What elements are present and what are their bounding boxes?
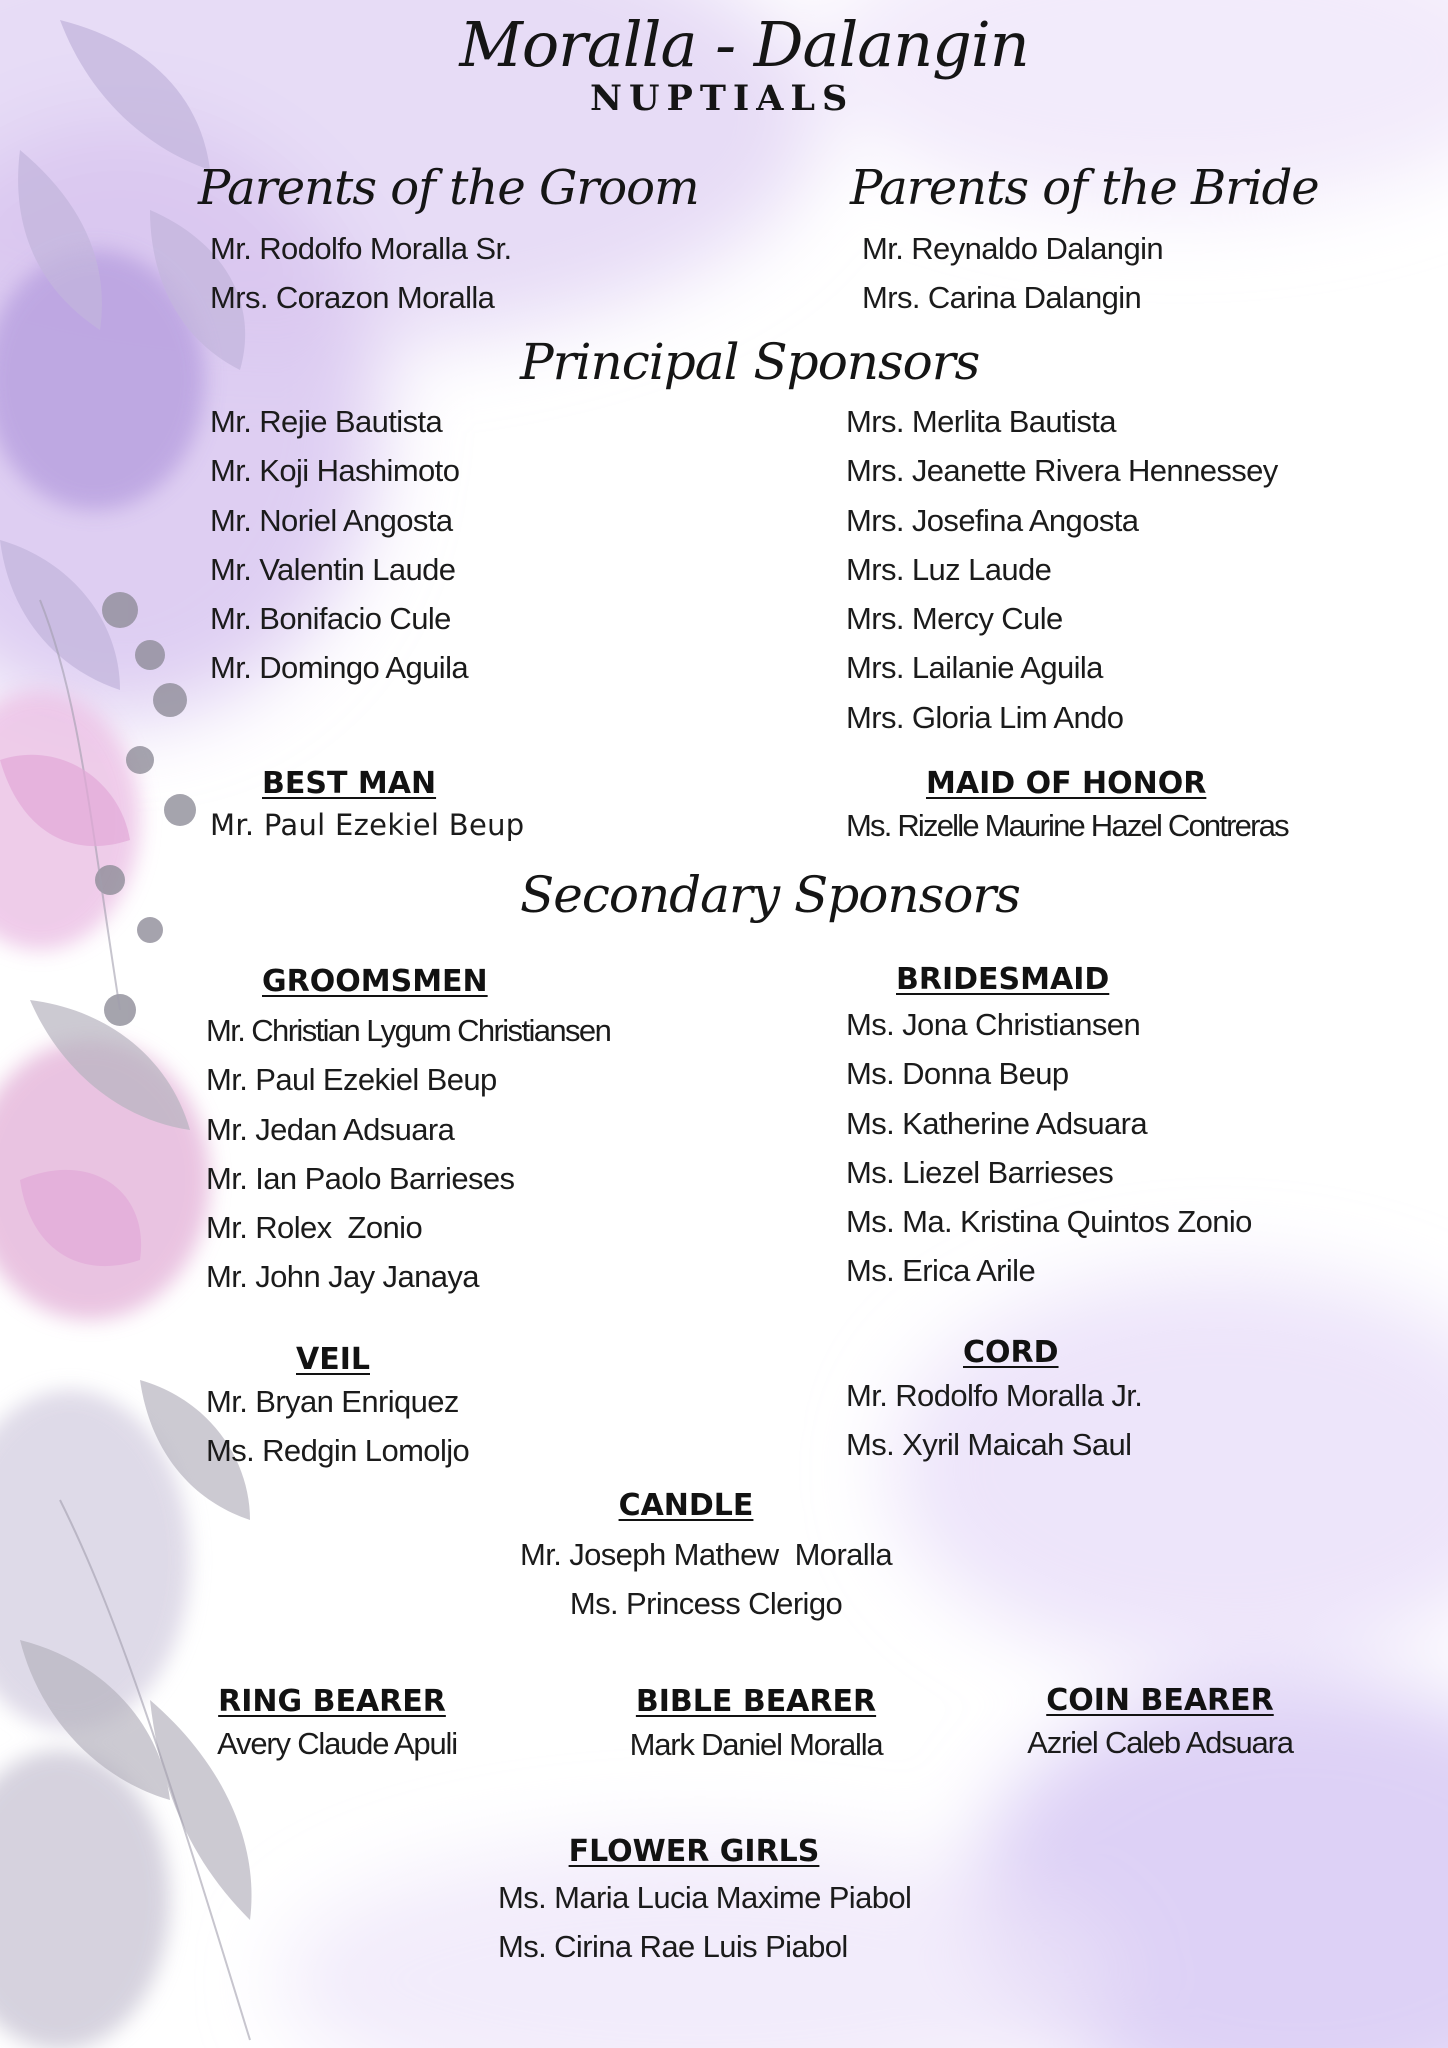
veil-list: [206, 1377, 469, 1476]
list-item: Mr. Rolex Zonio: [206, 1210, 423, 1246]
best-man-heading: BEST MAN: [262, 766, 437, 801]
parents-of-groom-title: Parents of the Groom: [198, 160, 699, 216]
maid-of-honor-heading: MAID OF HONOR: [926, 766, 1207, 801]
list-item: Mr. Rodolfo Moralla Sr.: [210, 231, 512, 266]
veil-heading: VEIL: [296, 1342, 370, 1377]
bible-bearer-heading: BIBLE BEARER: [635, 1684, 877, 1719]
flower-girls-list: [498, 1873, 911, 1972]
bridesmaid-list: [846, 1000, 1252, 1296]
list-item: Mr. Paul Ezekiel Beup: [206, 1062, 497, 1098]
candle-heading: CANDLE: [618, 1488, 754, 1523]
bride-parents-list: [862, 224, 1163, 323]
best-man-name: Mr. Paul Ezekiel Beup: [210, 808, 525, 842]
list-item: Mr. Rodolfo Moralla Jr.: [846, 1378, 1143, 1413]
list-item: Mr. John Jay Janaya: [206, 1259, 479, 1295]
couple-names-title: Moralla - Dalangin: [459, 8, 1029, 81]
coin-bearer-heading: COIN BEARER: [1046, 1683, 1274, 1718]
list-item: Mrs. Carina Dalangin: [862, 280, 1142, 316]
principal-sponsors-title: Principal Sponsors: [520, 333, 980, 391]
list-item: Ms. Princess Clerigo: [569, 1586, 843, 1622]
list-item: Mr. Bonifacio Cule: [210, 601, 451, 637]
list-item: Ms. Donna Beup: [846, 1056, 1069, 1092]
principal-sponsors-left-list: [210, 397, 468, 693]
list-item: Mr. Domingo Aguila: [210, 650, 468, 686]
list-item: Mrs. Corazon Moralla: [210, 280, 495, 316]
list-item: Mr. Reynaldo Dalangin: [862, 231, 1164, 266]
list-item: Mrs. Mercy Cule: [846, 601, 1063, 637]
flower-girls-heading: FLOWER GIRLS: [568, 1834, 820, 1869]
groomsmen-list: [206, 1006, 610, 1302]
list-item: Ms. Liezel Barrieses: [846, 1154, 1114, 1190]
list-item: Mr. Rejie Bautista: [210, 404, 443, 439]
list-item: Mrs. Gloria Lim Ando: [846, 699, 1124, 735]
list-item: Ms. Redgin Lomoljo: [206, 1433, 470, 1469]
list-item: Ms. Cirina Rae Luis Piabol: [498, 1929, 848, 1965]
list-item: Mrs. Jeanette Rivera Hennessey: [846, 453, 1278, 489]
principal-sponsors-right-list: [846, 397, 1278, 742]
list-item: Mr. Noriel Angosta: [210, 502, 453, 538]
ring-bearer-name: Avery Claude Apuli: [217, 1726, 457, 1761]
bible-bearer-name: Mark Daniel Moralla: [629, 1727, 883, 1762]
groom-parents-list: [210, 224, 511, 323]
list-item: Ms. Xyril Maicah Saul: [846, 1427, 1132, 1463]
coin-bearer-name: Azriel Caleb Adsuara: [1027, 1725, 1293, 1760]
bridesmaid-heading: BRIDESMAID: [896, 962, 1110, 997]
list-item: Mr. Valentin Laude: [210, 551, 456, 587]
list-item: Mr. Jedan Adsuara: [206, 1111, 455, 1147]
cord-list: [846, 1371, 1142, 1470]
list-item: Ms. Erica Arile: [846, 1253, 1036, 1289]
list-item: Mr. Bryan Enriquez: [206, 1384, 459, 1419]
list-item: Mr. Christian Lygum Christiansen: [206, 1013, 611, 1048]
list-item: Ms. Maria Lucia Maxime Piabol: [498, 1880, 912, 1915]
list-item: Mrs. Josefina Angosta: [846, 502, 1139, 538]
candle-list: [500, 1530, 912, 1629]
secondary-sponsors-title: Secondary Sponsors: [520, 866, 1020, 924]
list-item: Mr. Ian Paolo Barrieses: [206, 1160, 515, 1196]
list-item: Mrs. Merlita Bautista: [846, 404, 1116, 439]
list-item: Ms. Jona Christiansen: [846, 1007, 1141, 1042]
list-item: Ms. Katherine Adsuara: [846, 1105, 1148, 1141]
ring-bearer-heading: RING BEARER: [218, 1684, 446, 1719]
list-item: Mr. Koji Hashimoto: [210, 453, 460, 489]
cord-heading: CORD: [963, 1335, 1059, 1370]
list-item: Mrs. Lailanie Aguila: [846, 650, 1103, 686]
list-item: Mr. Joseph Mathew Moralla: [519, 1537, 893, 1572]
maid-of-honor-name: Ms. Rizelle Maurine Hazel Contreras: [846, 808, 1288, 843]
nuptials-subtitle: NUPTIALS: [590, 78, 855, 119]
list-item: Ms. Ma. Kristina Quintos Zonio: [846, 1204, 1252, 1240]
groomsmen-heading: GROOMSMEN: [262, 964, 488, 999]
parents-of-bride-title: Parents of the Bride: [850, 160, 1319, 216]
list-item: Mrs. Luz Laude: [846, 551, 1052, 587]
